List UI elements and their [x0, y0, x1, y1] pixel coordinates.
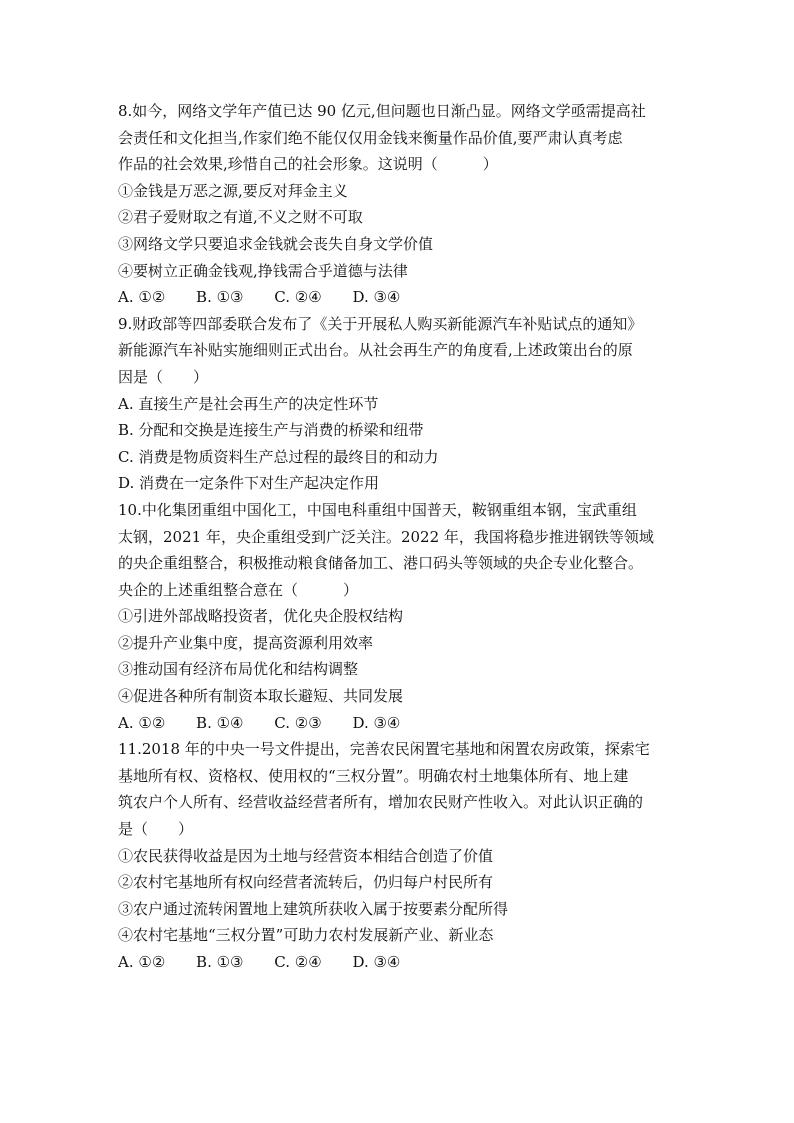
- statement-item: ④农村宅基地“三权分置”可助力农村发展新产业、新业态: [118, 926, 494, 945]
- option-b: B. ①③: [196, 953, 244, 971]
- option-d: D. 消费在一定条件下对生产起决定作用: [118, 474, 380, 493]
- option-c: C. ②④: [274, 953, 322, 971]
- option-a: A. ①②: [118, 288, 166, 307]
- answer-options: [118, 710, 678, 737]
- question-stem-line: 的央企重组整合，积极推动粮食储备加工、港口码头等领域的央企专业化整合。: [118, 554, 644, 573]
- question-stem-line: 9.财政部等四部委联合发布了《关于开展私人购买新能源汽车补贴试点的通知》: [118, 314, 643, 333]
- option-c: C. ②③: [274, 713, 322, 732]
- question-stem-line: 新能源汽车补贴实施细则正式出台。从社会再生产的角度看,上述政策出台的原: [118, 341, 633, 360]
- question-stem-line: 因是（ ）: [118, 367, 209, 386]
- option-a: A. ①②: [118, 713, 166, 732]
- statement-item: ①引进外部战略投资者，优化央企股权结构: [118, 607, 404, 626]
- statement-item: ①农民获得收益是因为土地与经营资本相结合创造了价值: [118, 846, 494, 865]
- option-d: D. ③④: [352, 713, 401, 732]
- option-c: C. ②④: [274, 288, 322, 307]
- question-stem-line: 是（ ）: [118, 820, 194, 839]
- statement-item: ④促进各种所有制资本取长避短、共同发展: [118, 687, 404, 706]
- statement-item: ③网络文学只要追求金钱就会丧失自身文学价值: [118, 234, 434, 253]
- statement-item: ④要树立正确金钱观,挣钱需合乎道德与法律: [118, 261, 408, 280]
- statement-item: ③农户通过流转闲置地上建筑所获收入属于按要素分配所得: [118, 899, 509, 918]
- question-8: [118, 98, 678, 311]
- exam-page: [118, 98, 678, 976]
- option-d: D. ③④: [352, 288, 401, 307]
- statement-item: ②农村宅基地所有权向经营者流转后，仍归每户村民所有: [118, 873, 494, 892]
- option-b: B. ①④: [196, 713, 244, 732]
- question-stem-line: 基地所有权、资格权、使用权的“三权分置”。明确农村土地集体所有、地上建: [118, 766, 629, 785]
- option-b: B. ①③: [196, 288, 244, 307]
- option-a: A. 直接生产是社会再生产的决定性环节: [118, 394, 379, 413]
- answer-options: [118, 949, 678, 976]
- statement-item: ①金钱是万恶之源,要反对拜金主义: [118, 181, 348, 200]
- question-stem-line: 筑农户个人所有、经营收益经营者所有，增加农民财产性收入。对此认识正确的: [118, 793, 644, 812]
- statement-item: ②君子爱财取之有道,不义之财不可取: [118, 208, 363, 227]
- question-stem-line: 11.2018 年的中央一号文件提出，完善农民闲置宅基地和闲置农房政策，探索宅: [118, 740, 650, 759]
- question-11: [118, 736, 678, 975]
- question-stem-line: 太钢，2021 年，央企重组受到广泛关注。2022 年，我国将稳步推进钢铁等领域: [118, 527, 654, 546]
- statement-item: ②提升产业集中度，提高资源利用效率: [118, 633, 374, 652]
- statement-item: ③推动国有经济布局优化和结构调整: [118, 660, 359, 679]
- question-stem-line: 作品的社会效果,珍惜自己的社会形象。这说明（ ）: [118, 155, 498, 174]
- option-a: A. ①②: [118, 953, 166, 971]
- option-d: D. ③④: [352, 953, 401, 971]
- question-stem-line: 央企的上述重组整合意在（ ）: [118, 580, 359, 599]
- question-9: [118, 311, 678, 497]
- option-c: C. 消费是物质资料生产总过程的最终目的和动力: [118, 447, 439, 466]
- question-10: [118, 497, 678, 736]
- question-stem-line: 10.中化集团重组中国化工，中国电科重组中国普天，鞍钢重组本钢，宝武重组: [118, 500, 637, 519]
- option-b: B. 分配和交换是连接生产与消费的桥梁和纽带: [118, 421, 424, 440]
- question-stem-line: 会责任和文化担当,作家们绝不能仅仅用金钱来衡量作品价值,要严肃认真考虑: [118, 128, 623, 147]
- question-stem-line: 8.如今，网络文学年产值已达 90 亿元,但问题也日渐凸显。网络文学亟需提高社: [118, 102, 646, 120]
- answer-options: [118, 284, 678, 311]
